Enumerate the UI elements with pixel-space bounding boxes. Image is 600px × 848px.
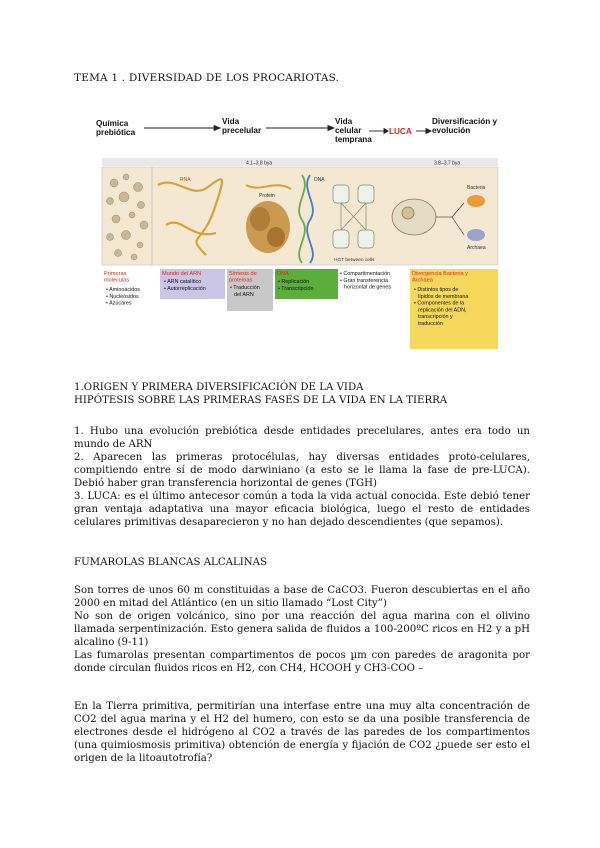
svg-text:Mundo del ARN: Mundo del ARN <box>162 271 202 277</box>
box-sintesis-proteinas <box>227 269 273 311</box>
point-3: 3. LUCA: es el último antecesor común a toda la vida actual conocida. Este debió tener gran ventaja adaptativa una mayor eficacia biológica, luego el resto de entidades celulares primitivas desaparecieron y no han dejado descendientes (que sepamos). <box>74 491 530 528</box>
stage-diversificacion: Diversificación y evolución <box>432 117 498 135</box>
archaea-cell <box>467 229 485 241</box>
box-primeras-moleculas <box>104 271 140 307</box>
box1-title: Primeras moléculas <box>104 271 130 284</box>
fumarolas-paragraph-1: Son torres de unos 60 m constituidas a base de CaCO3. Fueron descubiertas en el año 2000 en mitad del Atlántico (en un sitio llamado “Lost City”) <box>74 585 530 609</box>
hypothesis-points <box>74 425 530 529</box>
stage-quimica-l2: prebiótica <box>96 128 136 137</box>
svg-text:• Compartimentación• Gran tran: • Compartimentación • Gran transferencia horizontal de genes <box>340 271 392 291</box>
time-right-label: 3.8–3.7 bya <box>434 160 461 167</box>
stage-luca: LUCA <box>389 127 412 136</box>
svg-text:• ARN catalítico• Autorreplica: • ARN catalítico • Autorreplicación <box>164 279 206 292</box>
fumarolas-paragraph-3: Las fumarolas presentan compartimentos de pocos µm con paredes de aragonita por donde circulan fluidos ricos en H2, con CH4, HCOOH y CH3-COO – <box>74 650 530 674</box>
fumarolas-paragraph-4: En la Tierra primitiva, permitirían una interfase entre una muy alta concentración de CO2 del agua marina y el H2 del humero, con esto se da una posible transferencia de electrones desde el hidrógeno al CO2 a través de las paredes de los compartimentos (una quimiosmosis primitiva) obtención de energía y fijación de CO2 ¿puede ser esto el origen de la litoautotrofía? <box>74 701 530 764</box>
box-divergencia <box>410 269 498 349</box>
stage-headings <box>96 117 498 144</box>
fumarolas-heading: FUMAROLAS BLANCAS ALCALINAS <box>74 557 268 568</box>
stage-vida-celular: Vida celular temprana <box>335 117 372 144</box>
bacteria-label: Bacteria <box>467 185 486 191</box>
rna-label: RNA <box>180 177 191 183</box>
fumarolas-section <box>74 584 530 675</box>
document-title: TEMA 1 . DIVERSIDAD DE LOS PROCARIOTAS. <box>74 72 340 84</box>
svg-text:Divergencia Bacteria yArchaea: Divergencia Bacteria y Archaea <box>412 271 468 284</box>
svg-text:• Replicación• Transcripción: • Replicación • Transcripción <box>278 279 314 292</box>
svg-text:Síntesis deproteínas: Síntesis de proteínas <box>229 271 257 284</box>
fumarolas-paragraph-earth <box>74 700 530 765</box>
svg-text:DNA: DNA <box>277 271 289 277</box>
archaea-label: Archaea <box>467 245 486 251</box>
bacteria-cell <box>467 195 485 207</box>
dna-label: DNA <box>314 177 325 183</box>
point-1: 1. Hubo una evolución prebiótica desde entidades precelulares, antes era todo un mundo de ARN <box>74 426 530 450</box>
stage-arrows <box>144 126 431 134</box>
section1-heading: 1.ORIGEN Y PRIMERA DIVERSIFICACIÓN DE LA VIDA <box>74 382 364 393</box>
box-mundo-arn <box>160 269 225 299</box>
box-compartimentacion <box>340 271 391 291</box>
protein-label: Protein <box>259 193 275 199</box>
fumarolas-paragraph-2: No son de origen volcánico, sino por una reacción del agua marina con el olivino llamada serpentinización. Esto genera salida de fluidos a 100-200ºC ricos en H2 y a pH alcalino (9-11) <box>74 611 530 648</box>
stage-quimica-l1: Química <box>96 119 129 128</box>
stage-vida-precelular: Vida precelular <box>222 117 262 135</box>
luca-cell <box>392 199 436 235</box>
hgt-label: HGT between cells <box>334 258 375 263</box>
origin-of-life-figure <box>96 115 501 350</box>
stage-quimica <box>96 119 136 137</box>
point-2: 2. Aparecen las primeras protocélulas, hay diversas entidades proto-celulares, compitiendo entre sí de modo darwiniano (a esto se le llama la fase de pre-LUCA). Debió haber gran transferencia horizontal de genes (TGH) <box>74 452 530 489</box>
box1-items: • Aminoácidos • Nucleósidos • Azúcares <box>106 287 140 307</box>
illustration-strip <box>102 167 498 265</box>
box-dna <box>275 269 338 299</box>
svg-text:• Traduccióndel ARN: • Traducción del ARN <box>230 285 260 298</box>
svg-text:• Distintos tipos delípidos de: • Distintos tipos de lípidos de membrana • Componentes de la replicación del ADN, transcripción y traducción <box>414 287 469 327</box>
time-left-label: 4.1–3.8 bya <box>246 160 273 167</box>
section1-subheading: HIPÓTESIS SOBRE LAS PRIMERAS FASES DE LA VIDA EN LA TIERRA <box>74 395 448 406</box>
